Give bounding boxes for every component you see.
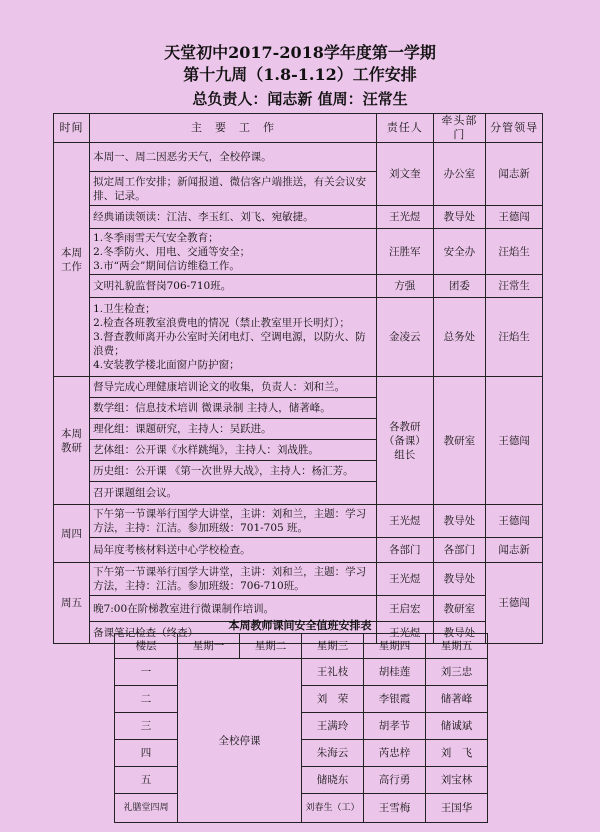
duty-cell: 芮忠梓 xyxy=(364,740,426,767)
leader-cell: 王德闯 xyxy=(486,206,543,229)
header-leader: 分管领导 xyxy=(486,114,543,143)
work-cell: 文明礼貌监督岗706-710班。 xyxy=(90,275,377,298)
duty-cell: 储著峰 xyxy=(426,686,488,713)
table-row xyxy=(54,563,543,596)
duty-row xyxy=(115,767,488,794)
owner-cell: 王光煜 xyxy=(376,622,433,644)
leader-cell: 汪焰生 xyxy=(486,298,543,377)
work-cell: 拟定周工作安排；新闻报道、微信客户端推送，有关会议安排、记录。 xyxy=(90,172,377,206)
duty-cell: 胡桂莲 xyxy=(364,659,426,686)
work-cell: 艺体组：公开课《水样跳绳》，主持人：刘战胜。 xyxy=(90,440,377,461)
owner-cell: 王光煜 xyxy=(376,563,433,596)
floor-cell: 礼膳堂四周 xyxy=(115,794,178,823)
owner-cell: 王光煜 xyxy=(376,206,433,229)
duty-cell: 朱海云 xyxy=(302,740,364,767)
suspended-cell: 全校停课 xyxy=(178,659,302,823)
owner-cell: 方强 xyxy=(376,275,433,298)
table-header-row xyxy=(54,114,543,143)
floor-cell: 三 xyxy=(115,713,178,740)
owner-cell: 金凌云 xyxy=(376,298,433,377)
duty-row xyxy=(115,713,488,740)
work-cell: 召开课题组会议。 xyxy=(90,482,377,505)
duty-table-title: 本周教师课间安全值班安排表 xyxy=(228,619,372,632)
owner-cell: 刘文奎 xyxy=(376,143,433,206)
doc-subtitle: 第十九周（1.8-1.12）工作安排 xyxy=(183,65,417,84)
work-cell: 1.冬季雨雪天气安全教育； 2.冬季防火、用电、交通等安全； 3.市“两会”期间信访维稳工作。 xyxy=(90,229,377,275)
work-cell: 经典诵读领读：江洁、李玉红、刘飞、宛敏捷。 xyxy=(90,206,377,229)
dept-cell: 安全办 xyxy=(433,229,486,275)
duty-cell: 刘三忠 xyxy=(426,659,488,686)
duty-row xyxy=(115,794,488,823)
table-row xyxy=(54,377,543,398)
dept-cell: 总务处 xyxy=(433,298,486,377)
table-row xyxy=(54,143,543,172)
duty-cell: 胡孝节 xyxy=(364,713,426,740)
dept-cell: 教导处 xyxy=(433,622,486,644)
work-cell: 理化组：课题研究，主持人：吴跃进。 xyxy=(90,419,377,440)
floor-cell: 五 xyxy=(115,767,178,794)
doc-title: 天堂初中2017-2018学年度第一学期 xyxy=(164,43,436,62)
duty-cell: 王雪梅 xyxy=(364,794,426,823)
duty-header: 楼层 xyxy=(115,634,178,659)
dept-cell: 教导处 xyxy=(433,206,486,229)
duty-header: 星期一 xyxy=(178,634,240,659)
dept-cell: 教导处 xyxy=(433,563,486,596)
leader-cell: 王德闯 xyxy=(486,377,543,505)
owner-cell: 王光煜 xyxy=(376,505,433,538)
duty-cell: 储诚斌 xyxy=(426,713,488,740)
duty-cell: 刘 荣 xyxy=(302,686,364,713)
duty-cell: 李银霞 xyxy=(364,686,426,713)
work-cell: 本周一、周二因恶劣天气，全校停课。 xyxy=(90,143,377,172)
work-cell: 督导完成心理健康培训论文的收集，负责人：刘和兰。 xyxy=(90,377,377,398)
duty-cell: 刘 飞 xyxy=(426,740,488,767)
duty-cell: 刘春生（工） xyxy=(302,794,364,823)
schedule-table xyxy=(53,113,543,644)
work-cell: 备课笔记检查（终查） xyxy=(90,622,377,644)
owner-cell: 各教研（备课）组长 xyxy=(376,377,433,505)
dept-cell: 教研室 xyxy=(433,596,486,622)
table-row xyxy=(54,275,543,298)
duty-cell: 王国华 xyxy=(426,794,488,823)
dept-cell: 团委 xyxy=(433,275,486,298)
duty-header: 星期三 xyxy=(302,634,364,659)
table-row xyxy=(54,229,543,275)
work-cell: 历史组：公开课 《第一次世界大战》，主持人：杨汇芳。 xyxy=(90,461,377,482)
header-owner: 责任人 xyxy=(376,114,433,143)
dept-cell: 办公室 xyxy=(433,143,486,206)
dept-cell: 各部门 xyxy=(433,538,486,563)
table-row xyxy=(54,505,543,538)
work-cell: 下午第一节课举行国学大讲堂，主讲：刘和兰，主题：学习方法，主持：江洁。参加班级：701-705 班。 xyxy=(90,505,377,538)
work-cell: 局年度考核材料送中心学校检查。 xyxy=(90,538,377,563)
duty-header: 星期二 xyxy=(240,634,302,659)
leader-cell: 闻志新 xyxy=(486,143,543,206)
work-cell: 1.卫生检查； 2.检查各班教室浪费电的情况（禁止教室里开长明灯）； 3.督查教师离开办公室时关闭电灯、空调电源，以防火、防浪费； 4.安装教学楼北面窗户防护窗； xyxy=(90,298,377,377)
table-row xyxy=(54,298,543,377)
duty-cell: 储晓东 xyxy=(302,767,364,794)
time-thu: 周四 xyxy=(54,505,90,563)
time-week: 本周工作 xyxy=(54,143,90,377)
dept-cell: 教导处 xyxy=(433,505,486,538)
leader-cell: 闻志新 xyxy=(486,538,543,563)
work-cell: 晚7:00在阶梯教室进行微课制作培训。 xyxy=(90,596,377,622)
duty-header-row xyxy=(115,634,488,659)
floor-cell: 四 xyxy=(115,740,178,767)
header-lead-dept: 牵头部门 xyxy=(433,114,486,143)
header-work: 主 要 工 作 xyxy=(90,114,377,143)
owner-cell: 汪胜军 xyxy=(376,229,433,275)
table-row xyxy=(54,206,543,229)
duty-row xyxy=(115,686,488,713)
duty-header: 星期四 xyxy=(364,634,426,659)
time-research: 本周教研 xyxy=(54,377,90,505)
leader-cell: 王德闯 xyxy=(486,505,543,538)
floor-cell: 一 xyxy=(115,659,178,686)
doc-responsible: 总负责人：闻志新 值周：汪常生 xyxy=(192,90,408,108)
owner-cell: 王启宏 xyxy=(376,596,433,622)
work-cell: 数学组：信息技术培训 微课录制 主持人，储著峰。 xyxy=(90,398,377,419)
leader-cell: 汪焰生 xyxy=(486,229,543,275)
duty-row xyxy=(115,740,488,767)
header-time: 时间 xyxy=(54,114,90,143)
duty-cell: 王礼枝 xyxy=(302,659,364,686)
table-row xyxy=(54,538,543,563)
time-fri: 周五 xyxy=(54,563,90,644)
duty-table xyxy=(114,633,488,823)
work-cell: 下午第一节课举行国学大讲堂，主讲：刘和兰，主题：学习方法，主持：江洁。参加班级：706-710班。 xyxy=(90,563,377,596)
dept-cell: 教研室 xyxy=(433,377,486,505)
floor-cell: 二 xyxy=(115,686,178,713)
duty-header: 星期五 xyxy=(426,634,488,659)
leader-cell: 王德闯 xyxy=(486,563,543,644)
duty-cell: 高行勇 xyxy=(364,767,426,794)
duty-cell: 王满玲 xyxy=(302,713,364,740)
duty-cell: 刘宝林 xyxy=(426,767,488,794)
leader-cell: 汪常生 xyxy=(486,275,543,298)
owner-cell: 各部门 xyxy=(376,538,433,563)
duty-row xyxy=(115,659,488,686)
